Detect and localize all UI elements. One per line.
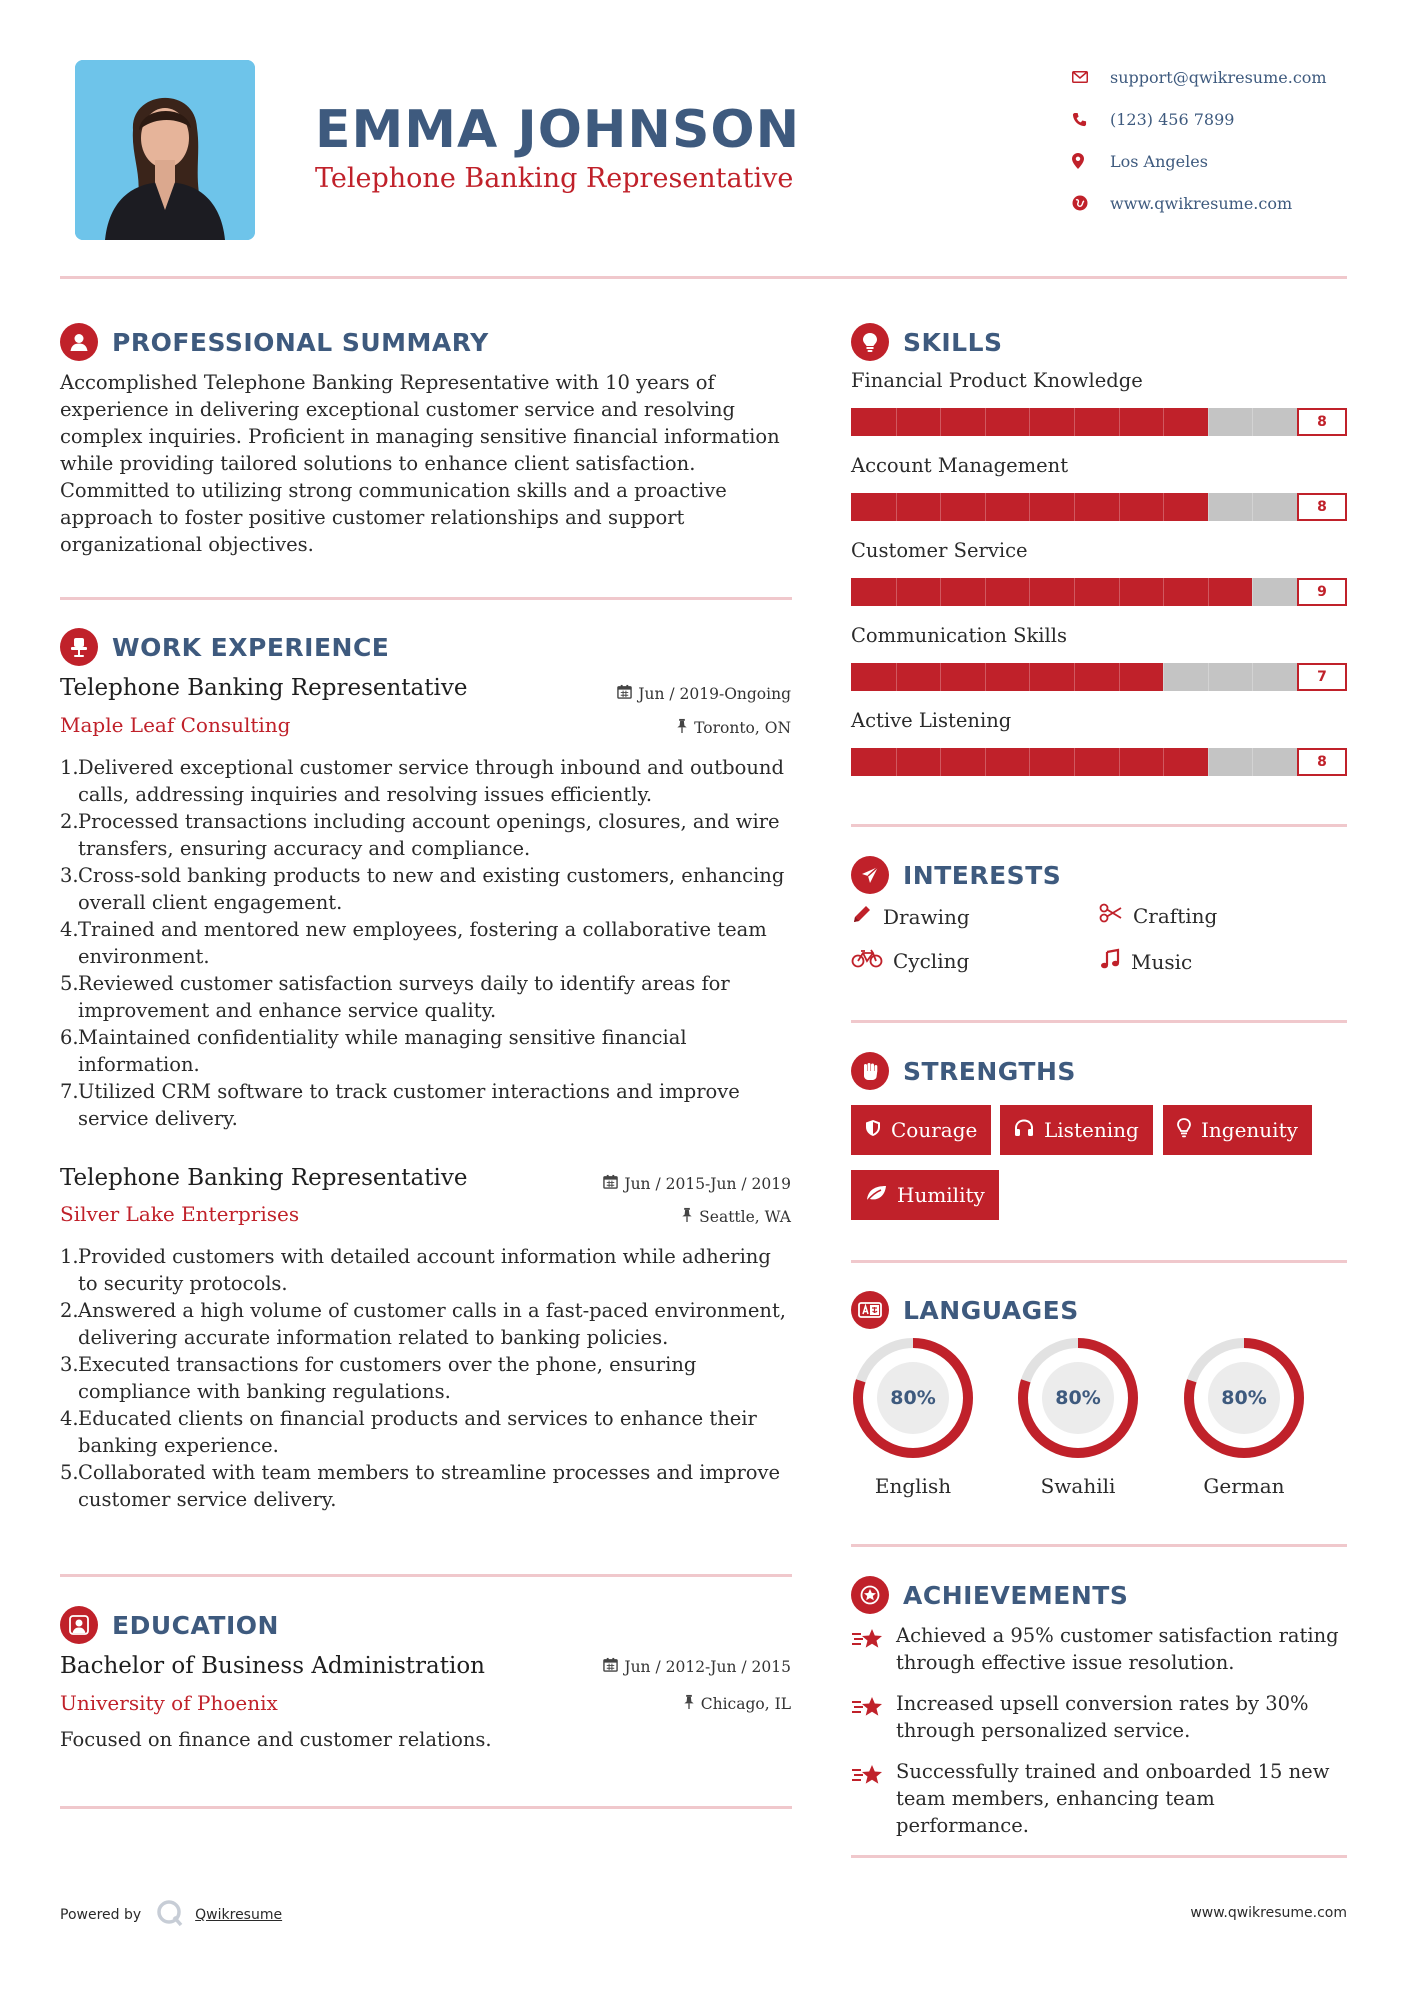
contact-location	[1072, 140, 1372, 182]
education-description: Focused on finance and customer relations.	[60, 1728, 492, 1751]
degree-title: Bachelor of Business Administration	[60, 1653, 485, 1679]
interest-label: Crafting	[1133, 903, 1218, 928]
candidate-title: Telephone Banking Representative	[315, 163, 794, 194]
skill-bar-segment	[1208, 748, 1209, 776]
skill-name: Financial Product Knowledge	[851, 369, 1143, 392]
skill-bar-segment	[985, 663, 986, 691]
header-divider	[60, 276, 1347, 279]
strength-courage	[851, 1105, 991, 1155]
location-text: Los Angeles	[1110, 151, 1208, 171]
languages-heading	[851, 1291, 1079, 1329]
skill-name: Active Listening	[851, 709, 1012, 732]
skill-bar	[851, 493, 1297, 521]
contact-list	[1072, 56, 1372, 224]
shooting-star-icon	[851, 1690, 896, 1744]
duty-item: 2. Processed transactions including account openings, closures, and wire transfers, ensuring accuracy and compliance.	[60, 810, 780, 860]
skill-bar-segment	[1074, 748, 1075, 776]
strengths-heading-text: STRENGTHS	[903, 1056, 1076, 1086]
strength-label: Listening	[1044, 1118, 1139, 1142]
contact-website[interactable]	[1072, 182, 1372, 224]
skill-bar-segment	[896, 748, 897, 776]
skill-bar-segment	[1029, 748, 1030, 776]
contact-email[interactable]	[1072, 56, 1372, 98]
scissors-icon	[1099, 903, 1123, 928]
skill-bar-segment	[1119, 493, 1120, 521]
skill-bar-segment	[1074, 408, 1075, 436]
calendar-icon	[603, 1657, 618, 1676]
interest-label: Cycling	[893, 948, 970, 973]
skill-bar-segment	[940, 748, 941, 776]
skill-bar-segment	[896, 493, 897, 521]
duty-item: 3. Cross-sold banking products to new and existing customers, enhancing overall client engagement.	[60, 864, 785, 914]
paper-plane-icon	[851, 856, 889, 894]
shooting-star-icon	[851, 1758, 896, 1839]
skills-divider	[851, 824, 1347, 827]
raised-fist-icon	[851, 1052, 889, 1090]
qwikresume-logo-icon	[155, 1898, 185, 1932]
job-2-location	[681, 1207, 791, 1226]
job-1-company: Maple Leaf Consulting	[60, 713, 291, 737]
education-heading-text: EDUCATION	[112, 1610, 279, 1640]
skill-bar-segment	[1119, 408, 1120, 436]
powered-by-text: Powered by	[60, 1907, 142, 1923]
duty-item: 5. Reviewed customer satisfaction surveys daily to identify areas for improvement and enhance service quality.	[60, 972, 730, 1022]
language-item	[1182, 1336, 1306, 1498]
skill-bar-segment	[1074, 493, 1075, 521]
job-2-title: Telephone Banking Representative	[60, 1165, 468, 1191]
skill-bar-segment	[940, 493, 941, 521]
education-location-text: Chicago, IL	[700, 1694, 791, 1713]
interest-label: Drawing	[883, 904, 970, 929]
strengths-divider	[851, 1260, 1347, 1263]
strength-label: Courage	[891, 1118, 978, 1142]
job-1-date-text: Jun / 2019-Ongoing	[638, 684, 791, 703]
profile-photo	[75, 60, 255, 240]
achievement-text: Increased upsell conversion rates by 30% through personalized service.	[896, 1692, 1309, 1742]
user-icon	[60, 323, 98, 361]
education-heading	[60, 1606, 279, 1644]
achievements-divider	[851, 1855, 1347, 1858]
skill-bar-segment	[1163, 408, 1164, 436]
work-heading	[60, 628, 389, 666]
language-icon	[851, 1291, 889, 1329]
skill-bar-segment	[896, 663, 897, 691]
duty-item: 1. Provided customers with detailed account information while adhering to security protocols.	[60, 1245, 771, 1295]
skill-bar-segment	[1252, 408, 1253, 436]
skill-bar-fill	[851, 663, 1163, 691]
skill-bar-segment	[1208, 663, 1209, 691]
languages-divider	[851, 1544, 1347, 1547]
duty-item: 2. Answered a high volume of customer calls in a fast-paced environment, delivering accurate information related to banking policies.	[60, 1299, 786, 1349]
job-1-title: Telephone Banking Representative	[60, 675, 468, 701]
skill-bar-segment	[940, 578, 941, 606]
globe-icon	[1072, 195, 1110, 211]
skill-bar-segment	[1252, 663, 1253, 691]
strength-humility	[851, 1170, 999, 1220]
skill-bar-segment	[1029, 663, 1030, 691]
skill-bar-segment	[1252, 578, 1253, 606]
skill-level-value: 8	[1297, 493, 1347, 521]
skills-heading	[851, 323, 1003, 361]
skill-bar-segment	[985, 493, 986, 521]
lightbulb-icon	[1177, 1118, 1191, 1143]
language-ring	[851, 1336, 975, 1460]
job-1-date	[617, 684, 791, 703]
interests-divider	[851, 1020, 1347, 1023]
strength-listening	[1000, 1105, 1153, 1155]
star-badge-icon	[851, 1576, 889, 1614]
lightbulb-icon	[851, 323, 889, 361]
job-2-date	[603, 1174, 791, 1193]
summary-divider	[60, 597, 792, 600]
strengths-heading	[851, 1052, 1076, 1090]
phone-icon	[1072, 112, 1110, 127]
skill-bar-segment	[1119, 578, 1120, 606]
interest-music	[1099, 948, 1192, 975]
skill-bar-segment	[1252, 748, 1253, 776]
work-divider	[60, 1574, 792, 1577]
skill-level-value: 9	[1297, 578, 1347, 606]
language-percent: 80%	[1221, 1387, 1267, 1409]
skill-name: Account Management	[851, 454, 1069, 477]
education-location	[683, 1694, 791, 1713]
interest-drawing	[851, 903, 970, 930]
education-divider	[60, 1806, 792, 1809]
pushpin-icon	[683, 1694, 695, 1713]
skill-bar-segment	[1074, 663, 1075, 691]
interest-cycling	[851, 948, 969, 973]
headphones-icon	[1014, 1118, 1034, 1142]
skill-bar-segment	[1163, 748, 1164, 776]
skill-bar-segment	[1252, 493, 1253, 521]
duty-item: 3. Executed transactions for customers over the phone, ensuring compliance with banking regulations.	[60, 1353, 697, 1403]
strength-label: Humility	[897, 1183, 985, 1207]
summary-text: Accomplished Telephone Banking Representative with 10 years of experience in delivering exceptional customer service and resolving complex inquiries. Proficient in managing sensitive financial information while providing tailored solutions to enhance client satisfaction. Committed to utilizing strong communication skills and a proactive approach to foster positive customer relationships and support organizational objectives.	[60, 371, 780, 556]
summary-heading-text: PROFESSIONAL SUMMARY	[112, 327, 489, 357]
skill-bar-segment	[1029, 493, 1030, 521]
skill-bar	[851, 663, 1297, 691]
footer-powered-by	[60, 1898, 282, 1932]
language-item	[851, 1336, 975, 1498]
interests-heading	[851, 856, 1061, 894]
skill-bar-segment	[1208, 493, 1209, 521]
school-name: University of Phoenix	[60, 1691, 278, 1715]
interests-heading-text: INTERESTS	[903, 860, 1062, 890]
skill-bar-fill	[851, 578, 1252, 606]
language-ring	[1182, 1336, 1306, 1460]
skill-level-value: 8	[1297, 748, 1347, 776]
graduate-icon	[60, 1606, 98, 1644]
skill-bar-segment	[985, 578, 986, 606]
strength-label: Ingenuity	[1201, 1118, 1298, 1142]
envelope-icon	[1072, 71, 1110, 83]
skill-level-value: 7	[1297, 663, 1347, 691]
skill-bar-segment	[1163, 493, 1164, 521]
skill-bar-segment	[896, 578, 897, 606]
strength-ingenuity	[1163, 1105, 1312, 1155]
job-1-duties	[60, 754, 795, 1132]
duty-item: 1. Delivered exceptional customer service through inbound and outbound calls, addressing inquiries and resolving issues efficiently.	[60, 756, 784, 806]
job-2-location-text: Seattle, WA	[699, 1207, 791, 1226]
phone-text[interactable]: (123) 456 7899	[1110, 109, 1235, 129]
language-name: Swahili	[1040, 1474, 1116, 1498]
duty-item: 4. Trained and mentored new employees, fostering a collaborative team environment.	[60, 918, 767, 968]
website-text[interactable]: www.qwikresume.com	[1110, 193, 1293, 213]
footer-brand-link[interactable]: Qwikresume	[195, 1907, 283, 1923]
skill-bar-segment	[1119, 663, 1120, 691]
pushpin-icon	[681, 1207, 693, 1226]
summary-heading	[60, 323, 489, 361]
skills-heading-text: SKILLS	[903, 327, 1003, 357]
skill-bar-segment	[1208, 408, 1209, 436]
languages-heading-text: LANGUAGES	[903, 1295, 1079, 1325]
calendar-icon	[603, 1174, 618, 1193]
skill-bar	[851, 408, 1297, 436]
bicycle-icon	[851, 948, 883, 973]
skill-bar-segment	[940, 408, 941, 436]
achievement-item	[851, 1758, 1351, 1839]
interest-label: Music	[1131, 949, 1193, 974]
duty-item: 6. Maintained confidentiality while managing sensitive financial information.	[60, 1026, 687, 1076]
education-date	[603, 1657, 791, 1676]
language-percent: 80%	[1055, 1387, 1101, 1409]
calendar-icon	[617, 684, 632, 703]
achievement-item	[851, 1622, 1351, 1676]
language-name: English	[874, 1474, 952, 1498]
contact-phone[interactable]	[1072, 98, 1372, 140]
skill-bar-segment	[985, 408, 986, 436]
pencil-icon	[851, 903, 873, 930]
pushpin-icon	[676, 718, 688, 737]
language-percent: 80%	[890, 1387, 936, 1409]
language-name: German	[1203, 1474, 1285, 1498]
skill-bar	[851, 748, 1297, 776]
achievement-text: Successfully trained and onboarded 15 new team members, enhancing team performance.	[896, 1760, 1330, 1837]
job-1-location	[676, 718, 791, 737]
language-item	[1016, 1336, 1140, 1498]
chair-icon	[60, 628, 98, 666]
job-2-duties	[60, 1243, 795, 1513]
leaf-icon	[865, 1183, 887, 1207]
duty-item: 4. Educated clients on financial products and services to enhance their banking experience.	[60, 1407, 757, 1457]
music-note-icon	[1099, 948, 1121, 975]
achievement-text: Achieved a 95% customer satisfaction rating through effective issue resolution.	[896, 1624, 1339, 1674]
skill-bar-segment	[896, 408, 897, 436]
job-1-location-text: Toronto, ON	[694, 718, 791, 737]
achievements-heading-text: ACHIEVEMENTS	[903, 1580, 1129, 1610]
duty-item: 5. Collaborated with team members to streamline processes and improve customer service delivery.	[60, 1461, 781, 1511]
skill-bar-segment	[985, 748, 986, 776]
achievement-item	[851, 1690, 1351, 1744]
skill-bar-segment	[1029, 408, 1030, 436]
shooting-star-icon	[851, 1622, 896, 1676]
skill-name: Customer Service	[851, 539, 1028, 562]
job-2-company: Silver Lake Enterprises	[60, 1202, 300, 1226]
skill-level-value: 8	[1297, 408, 1347, 436]
skill-bar-segment	[1163, 578, 1164, 606]
map-pin-icon	[1072, 153, 1110, 169]
skill-bar-segment	[1208, 578, 1209, 606]
skill-bar-segment	[1074, 578, 1075, 606]
job-2-date-text: Jun / 2015-Jun / 2019	[624, 1174, 791, 1193]
language-ring	[1016, 1336, 1140, 1460]
footer-website-link[interactable]: www.qwikresume.com	[1190, 1905, 1347, 1921]
candidate-name: EMMA JOHNSON	[315, 100, 801, 160]
skill-bar-segment	[940, 663, 941, 691]
shield-icon	[865, 1118, 881, 1142]
education-date-text: Jun / 2012-Jun / 2015	[624, 1657, 791, 1676]
skill-bar-segment	[1119, 748, 1120, 776]
skill-bar-segment	[1029, 578, 1030, 606]
skill-bar	[851, 578, 1297, 606]
work-heading-text: WORK EXPERIENCE	[112, 632, 390, 662]
skill-name: Communication Skills	[851, 624, 1068, 647]
skill-bar-segment	[1163, 663, 1164, 691]
duty-item: 7. Utilized CRM software to track customer interactions and improve service delivery.	[60, 1080, 740, 1130]
interest-crafting	[1099, 903, 1217, 928]
achievements-heading	[851, 1576, 1128, 1614]
email-text[interactable]: support@qwikresume.com	[1110, 67, 1327, 87]
